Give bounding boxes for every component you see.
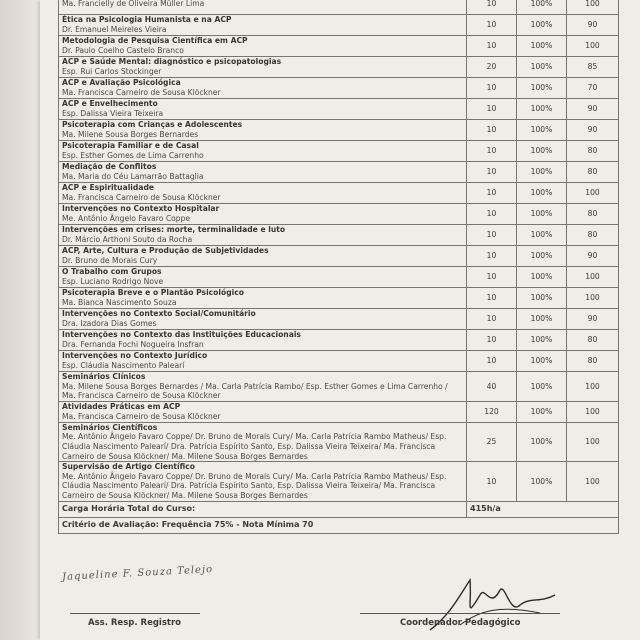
course-subject: Seminários Clínicos <box>62 372 146 381</box>
frequency-cell: 100% <box>517 288 567 309</box>
course-professor: Me. Antônio Ângelo Favaro Coppe/ Dr. Bruno de Morais Cury/ Ma. Carla Patrícia Rambo Matheus/ Esp. Cláudia Nascimento Palearí/ Dra. Patrícia Espírito Santo, Esp. Dalissa Vieira Teixeira/ Ma. Francisca Carneiro de Sousa Klöckner/ Ma. Milene Sousa Borges Bernardes <box>62 471 447 500</box>
grade-cell: 100 <box>567 267 619 288</box>
course-subject: ACP e Espiritualidade <box>62 183 155 193</box>
course-description <box>59 183 467 204</box>
course-description <box>59 120 467 141</box>
course-row <box>59 225 619 246</box>
course-professor: Ma. Maria do Céu Lamarrão Battaglia <box>62 172 204 181</box>
hours-cell: 40 <box>467 372 517 402</box>
frequency-cell: 100% <box>517 309 567 330</box>
grade-cell: 80 <box>567 330 619 351</box>
course-description <box>59 36 467 57</box>
course-description <box>59 330 467 351</box>
handwritten-name: Jaqueline F. Souza Telejo <box>61 564 214 583</box>
hours-cell: 10 <box>467 162 517 183</box>
total-value: 415h/a <box>467 501 619 517</box>
hours-cell: 10 <box>467 288 517 309</box>
course-row <box>59 372 619 402</box>
course-row <box>59 246 619 267</box>
course-professor: Esp. Esther Gomes de Lima Carrenho <box>62 151 204 160</box>
course-description <box>59 401 467 422</box>
hours-cell: 10 <box>467 462 517 501</box>
frequency-cell: 100% <box>517 372 567 402</box>
hours-cell: 10 <box>467 99 517 120</box>
course-description <box>59 15 467 36</box>
course-subject: Intervenções no Contexto Social/Comunitário <box>62 309 256 319</box>
grade-cell: 90 <box>567 246 619 267</box>
course-professor: Ma. Milene Sousa Borges Bernardes / Ma. Carla Patrícia Rambo/ Esp. Esther Gomes e Lima Carrenho / Ma. Francisca Carneiro de Sousa Klöckner <box>62 381 448 401</box>
course-row <box>59 401 619 422</box>
course-professor: Ma. Milene Sousa Borges Bernardes <box>62 130 199 139</box>
course-description <box>59 57 467 78</box>
course-professor: Dr. Márcio Arthoni Souto da Rocha <box>62 235 193 244</box>
course-subject: O Trabalho com Grupos <box>62 267 162 277</box>
hours-cell: 20 <box>467 57 517 78</box>
grade-cell: 80 <box>567 162 619 183</box>
course-description <box>59 78 467 99</box>
course-professor: Esp. Rui Carlos Stockinger <box>62 67 162 76</box>
course-professor: Me. Antônio Ângelo Favaro Coppe <box>62 214 191 223</box>
course-subject: Seminários Científicos <box>62 422 158 432</box>
course-description <box>59 99 467 120</box>
grade-cell: 85 <box>567 57 619 78</box>
course-subject: Atividades Práticas em ACP <box>62 402 181 412</box>
course-professor: Dr. Bruno de Morais Cury <box>62 256 158 265</box>
course-row <box>59 162 619 183</box>
course-professor: Esp. Dalissa Vieira Teixeira <box>62 109 164 118</box>
grade-cell: 100 <box>567 422 619 461</box>
grade-cell: 90 <box>567 309 619 330</box>
course-row <box>59 36 619 57</box>
grade-cell: 90 <box>567 99 619 120</box>
course-description <box>59 351 467 372</box>
hours-cell: 10 <box>467 246 517 267</box>
hours-cell: 10 <box>467 141 517 162</box>
hours-cell: 10 <box>467 78 517 99</box>
frequency-cell: 100% <box>517 351 567 372</box>
course-row <box>59 141 619 162</box>
course-professor: Esp. Luciano Rodrigo Nove <box>62 277 164 286</box>
grade-cell: 100 <box>567 462 619 501</box>
course-row <box>59 330 619 351</box>
course-description <box>59 422 467 461</box>
course-subject: Ética na Psicologia Humanista e na ACP <box>62 15 232 25</box>
hours-cell: 10 <box>467 330 517 351</box>
course-row <box>59 267 619 288</box>
course-professor: Ma. Francisca Carneiro de Sousa Klöckner <box>62 193 221 202</box>
course-professor: Me. Antônio Ângelo Favaro Coppe/ Dr. Bruno de Morais Cury/ Ma. Carla Patrícia Rambo Matheus/ Esp. Cláudia Nascimento Palearí/ Dra. Patrícia Espírito Santo, Esp. Dalissa Vieira Teixeira/ Ma. Francisca Carneiro de Sousa Klöckner/ Ma. Milene Sousa Borges Bernardes <box>62 432 447 461</box>
hours-cell: 10 <box>467 351 517 372</box>
coordinator-signature-label: Coordenador Pedagógico <box>400 618 521 628</box>
course-description <box>59 288 467 309</box>
course-row <box>59 183 619 204</box>
course-subject: Intervenções no Contexto das Instituições Educacionais <box>62 330 301 340</box>
total-row <box>59 501 619 517</box>
grade-cell: 90 <box>567 120 619 141</box>
course-description <box>59 0 467 15</box>
course-description <box>59 309 467 330</box>
course-description <box>59 246 467 267</box>
course-subject: Intervenções em crises: morte, terminalidade e luto <box>62 225 286 235</box>
course-description <box>59 372 467 402</box>
course-row <box>59 99 619 120</box>
frequency-cell: 100% <box>517 204 567 225</box>
course-row <box>59 309 619 330</box>
frequency-cell: 100% <box>517 225 567 246</box>
hours-cell: 10 <box>467 309 517 330</box>
grade-cell: 90 <box>567 15 619 36</box>
course-subject: Intervenções no Contexto Hospitalar <box>62 204 220 214</box>
course-subject: Intervenções no Contexto Jurídico <box>62 351 208 361</box>
course-subject: ACP e Avaliação Psicológica <box>62 78 181 88</box>
course-professor: Esp. Cláudia Nascimento Palearí <box>62 361 185 370</box>
frequency-cell: 100% <box>517 267 567 288</box>
hours-cell: 10 <box>467 120 517 141</box>
course-professor: Ma. Francisca Carneiro de Sousa Klöckner <box>62 411 221 421</box>
frequency-cell: 100% <box>517 15 567 36</box>
frequency-cell: 100% <box>517 78 567 99</box>
frequency-cell: 100% <box>517 0 567 15</box>
hours-cell: 10 <box>467 15 517 36</box>
course-professor: Ma. Francisca Carneiro de Sousa Klöckner <box>62 88 221 97</box>
course-row <box>59 422 619 461</box>
frequency-cell: 100% <box>517 36 567 57</box>
course-row <box>59 57 619 78</box>
course-subject: ACP, Arte, Cultura e Produção de Subjetividades <box>62 246 269 256</box>
course-row <box>59 462 619 501</box>
course-subject: Psicoterapia com Crianças e Adolescentes <box>62 120 243 130</box>
course-subject: ACP e Saúde Mental: diagnóstico e psicopatologias <box>62 57 282 67</box>
course-row <box>59 120 619 141</box>
course-professor: Ma. Bianca Nascimento Souza <box>62 298 177 307</box>
grade-cell: 100 <box>567 0 619 15</box>
total-label: Carga Horária Total do Curso: <box>59 501 467 517</box>
frequency-cell: 100% <box>517 401 567 422</box>
grade-cell: 100 <box>567 372 619 402</box>
page-edge <box>0 0 44 640</box>
frequency-cell: 100% <box>517 422 567 461</box>
grades-table <box>58 0 619 534</box>
grade-cell: 100 <box>567 401 619 422</box>
hours-cell: 10 <box>467 36 517 57</box>
hours-cell: 10 <box>467 0 517 15</box>
grade-cell: 100 <box>567 288 619 309</box>
hours-cell: 25 <box>467 422 517 461</box>
grade-cell: 100 <box>567 183 619 204</box>
frequency-cell: 100% <box>517 183 567 204</box>
course-subject: Psicoterapia Breve e o Plantão Psicológico <box>62 288 244 298</box>
course-professor: Dra. Fernanda Fochi Nogueira Insfran <box>62 340 204 349</box>
course-row <box>59 0 619 15</box>
course-description <box>59 141 467 162</box>
course-subject: ACP e Envelhecimento <box>62 99 158 109</box>
frequency-cell: 100% <box>517 330 567 351</box>
grade-cell: 80 <box>567 351 619 372</box>
grade-cell: 80 <box>567 141 619 162</box>
course-professor: Dra. Izadora Dias Gomes <box>62 319 157 328</box>
course-row <box>59 78 619 99</box>
course-professor: Dr. Paulo Coelho Castelo Branco <box>62 46 184 55</box>
frequency-cell: 100% <box>517 99 567 120</box>
hours-cell: 120 <box>467 401 517 422</box>
registry-signature-line <box>70 613 200 614</box>
course-description <box>59 267 467 288</box>
grade-cell: 70 <box>567 78 619 99</box>
course-description <box>59 162 467 183</box>
coordinator-signature-line <box>360 613 560 614</box>
course-row <box>59 15 619 36</box>
hours-cell: 10 <box>467 267 517 288</box>
course-subject: Metodologia de Pesquisa Científica em ACP <box>62 36 248 46</box>
hours-cell: 10 <box>467 204 517 225</box>
hours-cell: 10 <box>467 225 517 246</box>
frequency-cell: 100% <box>517 57 567 78</box>
course-professor: Dr. Emanuel Meireles Vieira <box>62 25 167 34</box>
grade-cell: 100 <box>567 36 619 57</box>
frequency-cell: 100% <box>517 120 567 141</box>
course-subject: Psicoterapia Familiar e de Casal <box>62 141 199 151</box>
course-description <box>59 204 467 225</box>
criteria-row <box>59 517 619 533</box>
frequency-cell: 100% <box>517 141 567 162</box>
hours-cell: 10 <box>467 183 517 204</box>
registry-signature-label: Ass. Resp. Registro <box>88 618 181 628</box>
grade-cell: 80 <box>567 204 619 225</box>
frequency-cell: 100% <box>517 162 567 183</box>
course-subject: Supervisão de Artigo Científico <box>62 462 195 472</box>
course-row <box>59 351 619 372</box>
frequency-cell: 100% <box>517 462 567 501</box>
course-description <box>59 225 467 246</box>
course-row <box>59 288 619 309</box>
frequency-cell: 100% <box>517 246 567 267</box>
evaluation-criteria: Critério de Avaliação: Frequência 75% - Nota Mínima 70 <box>59 517 619 533</box>
course-row <box>59 204 619 225</box>
course-subject: Mediação de Conflitos <box>62 162 157 172</box>
course-professor: Ma. Francielly de Oliveira Müller Lima <box>62 0 205 9</box>
course-description <box>59 462 467 501</box>
grade-cell: 80 <box>567 225 619 246</box>
